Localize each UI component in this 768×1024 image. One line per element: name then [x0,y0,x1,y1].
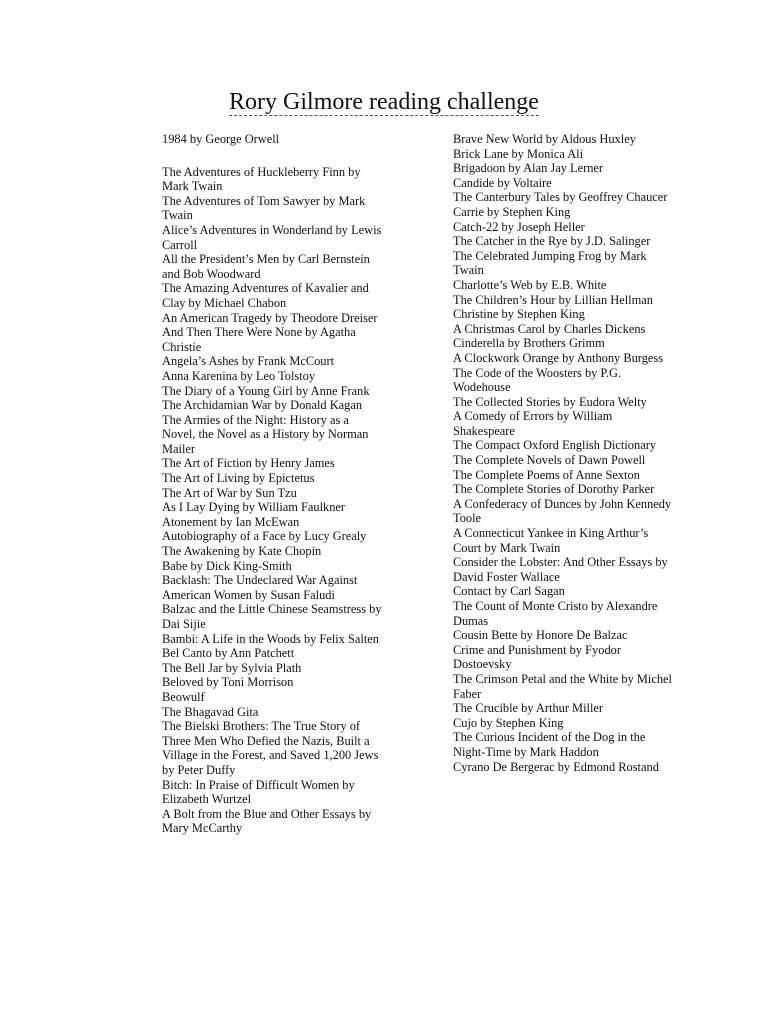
book-entry: The Complete Poems of Anne Sexton [453,467,640,482]
book-entry: The Curious Incident of the Dog in the Night-Time by Mark Haddon [453,730,646,759]
book-entry: The Art of War by Sun Tzu [162,485,297,500]
book-entry: As I Lay Dying by William Faulkner [162,500,346,515]
book-entry: Anna Karenina by Leo Tolstoy [162,368,316,383]
book-entry: An American Tragedy by Theodore Dreiser [162,310,378,325]
book-entry: The Awakening by Kate Chopin [162,544,322,559]
book-entry: The Crimson Petal and the White by Michel Faber [453,671,672,701]
book-entry: Candide by Voltaire [453,175,552,190]
book-entry: A Comedy of Errors by William Shakespeare [453,409,613,438]
book-entry: And Then There Were None by Agatha Christie [162,325,356,354]
book-entry: Contact by Carl Sagan [453,584,565,599]
book-list-left-column [162,132,384,836]
book-entry: Alice’s Adventures in Wonderland by Lewis Carroll [162,222,382,252]
document-title [0,86,768,118]
book-entry: Balzac and the Little Chinese Seamstress by Dai Sijie [162,602,382,631]
book-entry: Beloved by Toni Morrison [162,675,294,690]
book-entry: Cousin Bette by Honore De Balzac [453,628,628,643]
book-entry: The Crucible by Arthur Miller [453,701,604,716]
book-entry: The Count of Monte Cristo by Alexandre Dumas [453,599,658,628]
book-entry: The Diary of a Young Girl by Anne Frank [162,383,370,398]
book-entry: Beowulf [162,689,205,704]
book-entry: Brick Lane by Monica Ali [453,146,584,161]
book-entry: The Celebrated Jumping Frog by Mark Twain [453,248,647,278]
book-entry: Brigadoon by Alan Jay Lerner [453,161,604,176]
book-entry: The Art of Living by Epictetus [162,471,315,486]
book-entry: All the President’s Men by Carl Bernstein and Bob Woodward [162,252,370,281]
book-entry: Atonement by Ian McEwan [162,514,300,529]
book-entry: The Collected Stories by Eudora Welty [453,394,647,409]
book-entry: 1984 by George Orwell [162,132,280,146]
book-entry: The Armies of the Night: History as a Novel, the Novel as a History by Norman Mailer [162,412,369,456]
book-entry: Bitch: In Praise of Difficult Women by Elizabeth Wurtzel [162,777,355,807]
book-entry: The Adventures of Huckleberry Finn by Mark Twain [162,164,361,194]
book-entry: A Christmas Carol by Charles Dickens [453,321,646,336]
document-title-text: Rory Gilmore reading challenge [229,89,539,115]
book-entry: Catch-22 by Joseph Heller [453,219,585,234]
book-entry: Brave New World by Aldous Huxley [453,132,636,146]
book-entry: The Archidamian War by Donald Kagan [162,398,363,413]
book-entry: The Children’s Hour by Lillian Hellman [453,292,653,307]
book-entry: The Bell Jar by Sylvia Plath [162,660,302,675]
book-list-right-column [453,132,675,774]
book-entry: Christine by Stephen King [453,307,585,322]
book-entry: The Code of the Woosters by P.G. Wodehouse [453,365,622,395]
book-entry: The Amazing Adventures of Kavalier and Clay by Michael Chabon [162,281,369,310]
book-entry: The Complete Novels of Dawn Powell [453,453,646,468]
book-entry: Consider the Lobster: And Other Essays by David Foster Wallace [453,555,668,584]
book-entry: Bel Canto by Ann Patchett [162,646,295,661]
book-entry: The Catcher in the Rye by J.D. Salinger [453,234,651,249]
book-entry: Backlash: The Undeclared War Against American Women by Susan Faludi [162,573,358,602]
book-entry: The Compact Oxford English Dictionary [453,438,657,453]
book-entry: A Confederacy of Dunces by John Kennedy Toole [453,496,672,526]
book-entry: The Bhagavad Gita [162,704,259,719]
book-entry: The Canterbury Tales by Geoffrey Chaucer [453,190,668,205]
book-entry: The Bielski Brothers: The True Story of Three Men Who Defied the Nazis, Built a Village in the Forest, and Saved 1,200 Jews by Peter Duffy [162,719,379,777]
book-entry: Cyrano De Bergerac by Edmond Rostand [453,759,659,774]
book-entry: The Complete Stories of Dorothy Parker [453,482,655,497]
book-entry: Babe by Dick King-Smith [162,558,292,573]
book-entry: Autobiography of a Face by Lucy Grealy [162,529,367,544]
book-entry: A Bolt from the Blue and Other Essays by Mary McCarthy [162,806,372,836]
book-entry: The Art of Fiction by Henry James [162,456,335,471]
book-entry: Cinderella by Brothers Grimm [453,336,605,351]
book-entry: Bambi: A Life in the Woods by Felix Salten [162,631,379,646]
book-entry: The Adventures of Tom Sawyer by Mark Twain [162,193,366,223]
book-entry: Carrie by Stephen King [453,204,571,219]
book-entry: Cujo by Stephen King [453,715,564,730]
book-entry: A Clockwork Orange by Anthony Burgess [453,350,664,365]
book-entry: Crime and Punishment by Fyodor Dostoevsky [453,642,621,672]
book-entry: Charlotte’s Web by E.B. White [453,277,607,292]
book-entry: Angela’s Ashes by Frank McCourt [162,354,335,369]
book-entry: A Connecticut Yankee in King Arthur’s Court by Mark Twain [453,526,649,555]
